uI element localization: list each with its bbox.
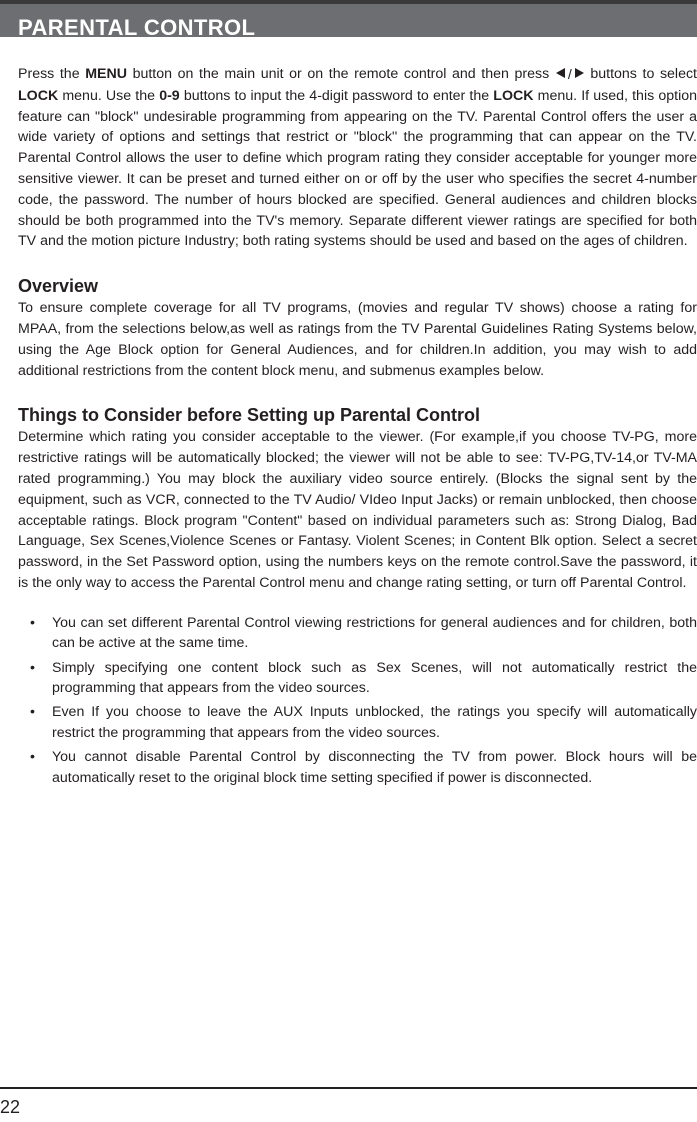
- list-item-text: Even If you choose to leave the AUX Inputs unblocked, the ratings you specify will automatically restrict the programming that appears from the video sources.: [52, 704, 697, 741]
- lock-keyword-1: LOCK: [18, 87, 59, 104]
- list-item-text: You can set different Parental Control viewing restrictions for general audiences and for children, both can be active at the same time.: [52, 614, 697, 652]
- overview-paragraph: To ensure complete coverage for all TV programs, (movies and regular TV shows) choose a rating for MPAA, from the selections below,as well as ratings from the TV Parental Guidelines Rating Systems below, using the Age Block option for General Audiences, and for children.In addition, you may wish to add additional restrictions from the content block menu, and submenus examples below.: [18, 300, 697, 379]
- main-content: [18, 64, 697, 792]
- list-item-text: Simply specifying one content block such as Sex Scenes, will not automatically restrict the programming that appears from the video sources.: [52, 659, 697, 696]
- page-title: PARENTAL CONTROL: [18, 14, 259, 37]
- arrow-separator: /: [567, 67, 572, 83]
- list-item: [18, 747, 697, 788]
- bullet-list: [18, 613, 697, 788]
- list-item: [18, 613, 697, 654]
- page-number: 22: [0, 1097, 21, 1117]
- intro-text-3: buttons to select: [584, 66, 697, 82]
- bullet-dot: •: [30, 614, 35, 631]
- intro-text-6: menu. If used, this option feature can "block'' undesirable programming from appearing on the TV. Parental Control offers the user a wide variety of options and settings that restrict or "block'' the programming that can appear on the TV. Parental Control allows the user to define which program rating they consider acceptable for younger more sensitive viewer. It can be preset and turned either on or off by the user who specifies the secret 4-number code, the password. The number of hours blocked are specified. General audiences and children blocks should be both programmed into the TV's memory. Separate different viewer ratings are specified for both TV and the motion picture Industry; both rating systems should be used and based on the ages of children.: [18, 87, 697, 250]
- intro-text-4: menu. Use the: [58, 87, 160, 104]
- things-heading: Things to Consider before Setting up Parental Control: [18, 405, 481, 426]
- things-paragraph: Determine which rating you consider acceptable to the viewer. (For example,if you choose TV-PG, more restrictive ratings will be automatically blocked; the viewer will not be able to see: TV-PG,TV-14,or TV-MA rated programming.) You may block the auxiliary video source entirely. (Blocks the signal sent by the equipment, such as VCR, connected to the TV Audio/ VIdeo Input Jacks) or remain unblocked, then choose acceptable ratings. Block program "Content" based on individual parameters such as: Strong Dialog, Bad Language, Sex Scenes,Violence Scenes or Fantasy. Violent Scenes; in Content Blk option. Select a secret password, in the Set Password option, using the numbers keys on the remote control.Save the password, it is the only way to access the Parental Control menu and change rating setting, or turn off Parental Control.: [18, 429, 697, 591]
- overview-heading: Overview: [18, 276, 99, 297]
- left-triangle-icon: [555, 67, 566, 79]
- menu-keyword: MENU: [85, 66, 127, 82]
- intro-text-5: buttons to input the 4-digit password to enter the: [179, 87, 494, 104]
- bullet-dot: •: [30, 749, 35, 766]
- right-triangle-icon: [574, 67, 585, 79]
- left-right-arrows: [555, 65, 585, 86]
- list-item: [18, 702, 697, 743]
- lock-keyword-2: LOCK: [493, 87, 534, 104]
- list-item: [18, 658, 697, 699]
- list-item-text: You cannot disable Parental Control by disconnecting the TV from power. Block hours will be automatically reset to the original block time setting specified if power is disconnected.: [52, 749, 697, 786]
- intro-paragraph: [18, 64, 697, 252]
- footer-rule: [0, 1087, 697, 1089]
- bullet-dot: •: [30, 704, 35, 721]
- digits-keyword: 0-9: [159, 87, 180, 104]
- intro-text-1: Press the: [18, 66, 86, 82]
- intro-text-2: button on the main unit or on the remote control and then press: [126, 66, 555, 82]
- bullet-dot: •: [30, 659, 35, 676]
